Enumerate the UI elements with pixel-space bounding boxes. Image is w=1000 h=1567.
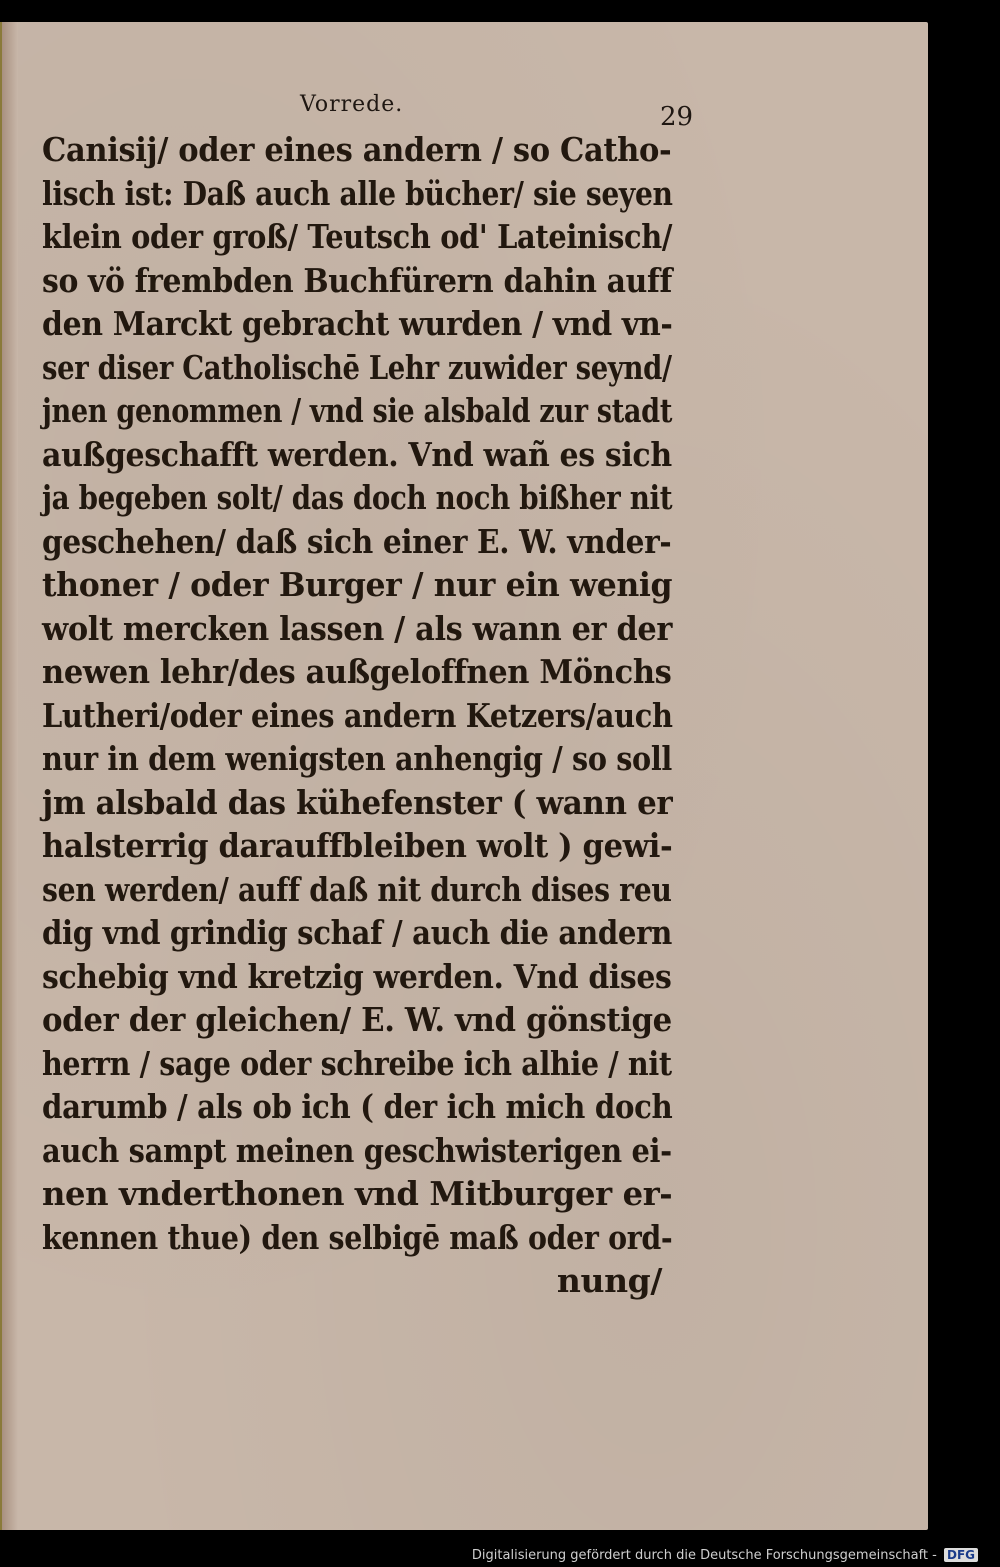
text-line: oder der gleichen/ E. W. vnd gönstige [42,1000,672,1039]
text-line: ja begeben solt/ das doch noch bißher nit [42,478,673,517]
text-line: jm alsbald das kühefenster ( wann er [42,782,673,822]
running-head: Vorrede. [300,92,404,117]
text-line: geschehen/ daß sich einer E. W. vnder- [42,521,672,561]
text-line: kennen thue) den selbigē maß oder ord- [42,1217,673,1257]
text-line: lisch ist: Daß auch alle bücher/ sie seyen [42,173,673,213]
body-text [42,128,672,1303]
text-line: halsterrig darauffbleiben wolt ) gewi- [42,826,673,865]
text-line: auch sampt meinen geschwisterigen ei- [42,1130,672,1170]
text-line: nen vnderthonen vnd Mitburger er- [42,1174,673,1213]
text-line: außgeschafft werden. Vnd wañ es sich [42,434,672,474]
page-number: 29 [660,102,694,132]
catchword: nung/ [556,1261,662,1300]
text-line: nur in dem wenigsten anhengig / so soll [42,739,672,778]
text-line: klein oder groß/ Teutsch od' Lateinisch/ [42,217,673,256]
page-shadow [2,22,18,1530]
text-line: jnen genommen / vnd sie alsbald zur stadt [42,391,673,430]
text-line: Canisij/ oder eines andern / so Catho- [42,130,672,169]
text-line: ser diser Catholischē Lehr zuwider seynd/ [42,347,672,387]
dfg-logo: DFG [944,1548,978,1562]
text-line: Lutheri/oder eines andern Ketzers/auch [42,695,673,735]
credit-text: Digitalisierung gefördert durch die Deutsche Forschungsgemeinschaft - [471,1548,937,1563]
text-line: den Marckt gebracht wurden / vnd vn- [42,304,673,343]
text-line: sen werden/ auff daß nit durch dises reu [42,869,672,909]
text-line: darumb / als ob ich ( der ich mich doch [42,1087,673,1126]
text-line: newen lehr/des außgeloffnen Mönchs [42,652,672,691]
text-line: so vö frembden Buchfürern dahin auff [42,260,672,300]
text-line: thoner / oder Burger / nur ein wenig [42,565,673,604]
text-line: herrn / sage oder schreibe ich alhie / nit [42,1043,672,1083]
text-line: schebig vnd kretzig werden. Vnd dises [42,956,672,996]
text-line: wolt mercken lassen / als wann er der [42,608,672,648]
text-line: dig vnd grindig schaf / auch die andern [42,913,672,952]
digitization-credit [472,1548,978,1563]
